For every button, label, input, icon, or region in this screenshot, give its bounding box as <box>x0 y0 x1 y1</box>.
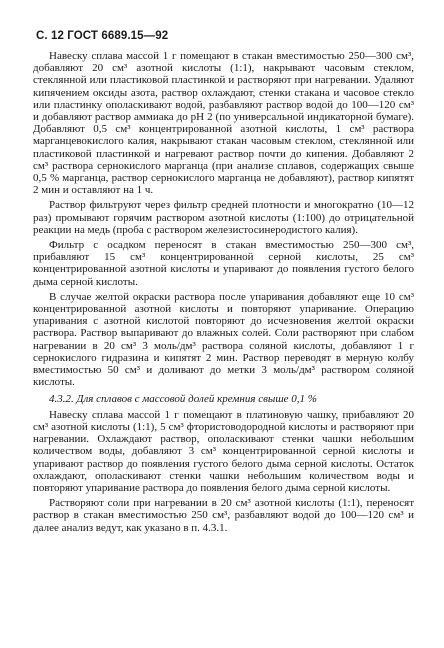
section-heading: 4.3.2. Для сплавов с массовой долей кремния свыше 0,1 % <box>49 393 317 406</box>
paragraph: Фильтр с осадком переносят в стакан вместимостью 250—300 см³, прибавляют 15 см³ концентрированной серной кислоты, 25 см³ концентрированной азотной кислоты и упаривают до появления густого белого дыма серной кислоты. <box>33 239 414 288</box>
paragraph: Навеску сплава массой 1 г помещают в платиновую чашку, прибавляют 20 см³ азотной кислоты (1:1), 5 см³ фтористоводородной кислоты и растворяют при нагревании. Охлаждают раствор, ополаскивают стенки чашки небольшим количеством воды, добавляют 3 см³ концентрированной серной кислоты и упаривают раствор до появления густого белого дыма серной кислоты. Остаток охлаждают, ополаскивают стенки чашки небольшим количеством воды и повторяют упаривание раствора до появления белого дыма серной кислоты. <box>33 408 414 494</box>
document-body <box>33 50 414 534</box>
paragraph: Навеску сплава массой 1 г помещают в стакан вместимостью 250—300 см³, добавляют 20 см³ азотной кислоты (1:1), накрывают часовым стеклом, стеклянной или пластиковой пластинкой и растворяют при нагревании. Удаляют кипячением оксиды азота, раствор охлаждают, стенки стакана и часовое стекло или пластинку ополаскивают водой, разбавляют раствор водой до 100—120 см³ и добавляют раствор аммиака до pH 2 (по универсальной индикаторной бумаге). Добавляют 0,5 см³ концентрированной азотной кислоты, 1 см³ раствора марганцевокислого калия, накрывают стакан часовым стеклом, стеклянной или пластиковой пластинкой и нагревают раствор почти до кипения. Добавляют 2 см³ раствора сернокислого марганца (при анализе сплавов, содержащих свыше 0,5 % марганца, раствор сернокислого марганца не добавляют), раствор кипятят 2 мин и оставляют на 1 ч. <box>33 50 414 197</box>
paragraph: Растворяют соли при нагревании в 20 см³ азотной кислоты (1:1), переносят раствор в стакан вместимостью 250 см³, разбавляют водой до 100—120 см³ и далее анализ ведут, как указано в п. 4.3.1. <box>33 497 414 534</box>
paragraph: В случае желтой окраски раствора после упаривания добавляют еще 10 см³ концентрированной азотной кислоты и повторяют упаривание. Операцию упаривания с азотной кислотой повторяют до исчезновения желтой окраски раствора. Раствор выпаривают до влажных солей. Соли растворяют при слабом нагревании в 20 см³ 3 моль/дм³ раствора соляной кислоты, добавляют 1 г сернокислого гидразина и кипятят 2 мин. Раствор переводят в мерную колбу вместимостью 50 см³ и доливают до метки 3 моль/дм³ раствором соляной кислоты. <box>33 290 414 389</box>
paragraph: Раствор фильтруют через фильтр средней плотности и многократно (10—12 раз) промывают горячим раствором азотной кислоты (1:100) до отрицательной реакции на медь (проба с раствором железистосинеродистого калия). <box>33 199 414 236</box>
page-header: С. 12 ГОСТ 6689.15—92 <box>36 30 169 42</box>
